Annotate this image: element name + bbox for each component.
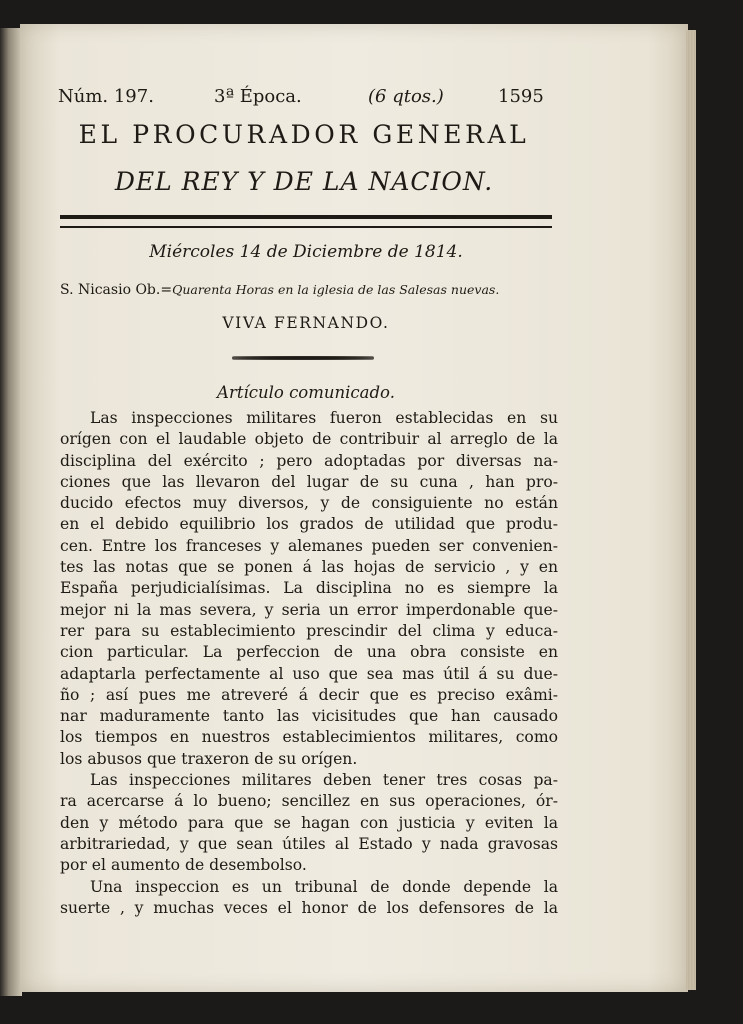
- text-line: arbitrariedad, y que sean útiles al Estado y nada gravosas: [60, 834, 558, 853]
- text-line: rer para su establecimiento prescindir del clima y educa-: [60, 621, 558, 640]
- article-title: Artículo comunicado.: [217, 383, 395, 402]
- text-line: ño ; así pues me atreveré á decir que es preciso exâmi-: [60, 685, 558, 704]
- masthead-subtitle: DEL REY Y DE LA NACION.: [114, 167, 494, 196]
- text-line: los abusos que traxeron de su orígen.: [60, 749, 358, 768]
- issue-header: [58, 86, 558, 114]
- masthead-title: EL PROCURADOR GENERAL: [78, 120, 530, 149]
- saint-of-day: [60, 282, 556, 298]
- text-line: Las inspecciones militares deben tener tres cosas pa-: [90, 771, 558, 790]
- text-line: ra acercarse á lo bueno; sencillez en sus operaciones, ór-: [60, 792, 558, 811]
- text-line: España perjudicialísimas. La disciplina no es siempre la: [60, 579, 558, 598]
- adjacent-page-edge: [0, 28, 22, 996]
- text-line: nar maduramente tanto las vicisitudes que han causado: [60, 707, 558, 726]
- text-line: Una inspeccion es un tribunal de donde depende la: [90, 877, 558, 896]
- issue-number: Núm. 197.: [58, 86, 154, 107]
- ornamental-rule: [232, 356, 374, 360]
- text-line: suerte , y muchas veces el honor de los defensores de la: [60, 898, 558, 917]
- issue-epoch: 3ª Época.: [214, 86, 302, 107]
- issue-date: Miércoles 14 de Diciembre de 1814.: [149, 242, 463, 262]
- article-body: [60, 408, 558, 919]
- masthead-rule-thick: [60, 215, 552, 219]
- text-line: Las inspecciones militares fueron establecidas en su: [90, 409, 558, 427]
- issue-quantity: (6 qtos.): [368, 86, 444, 107]
- text-line: los tiempos en nuestros establecimientos militares, como: [60, 728, 558, 747]
- text-line: cen. Entre los franceses y alemanes pueden ser convenien-: [60, 536, 558, 555]
- text-line: tes las notas que se ponen á las hojas de servicio , y en: [60, 558, 558, 577]
- devotion-note: Quarenta Horas en la iglesia de las Salesas nuevas.: [172, 282, 500, 297]
- text-line: ciones que las llevaron del lugar de su cuna , han pro-: [60, 472, 558, 491]
- text-line: disciplina del exército ; pero adoptadas por diversas na-: [60, 451, 558, 470]
- text-line: cion particular. La perfeccion de una obra consiste en: [60, 643, 558, 662]
- text-line: mejor ni la mas severa, y seria un error imperdonable que-: [60, 600, 558, 619]
- motto: VIVA FERNANDO.: [222, 314, 390, 332]
- page-stack-edge: [686, 30, 696, 990]
- saint-separator: =: [160, 282, 173, 298]
- text-line: en el debido equilibrio los grados de utilidad que produ-: [60, 515, 558, 534]
- page-number: 1595: [498, 86, 544, 107]
- saint-name: S. Nicasio Ob.: [60, 282, 161, 298]
- text-line: ducido efectos muy diversos, y de consiguiente no están: [60, 494, 558, 513]
- text-line: adaptarla perfectamente al uso que sea mas útil á su due-: [60, 664, 558, 683]
- text-line: den y método para que se hagan con justicia y eviten la: [60, 813, 558, 832]
- text-line: orígen con el laudable objeto de contribuir al arreglo de la: [60, 430, 558, 449]
- text-line: por el aumento de desembolso.: [60, 856, 307, 875]
- masthead-rule-thin: [60, 226, 552, 228]
